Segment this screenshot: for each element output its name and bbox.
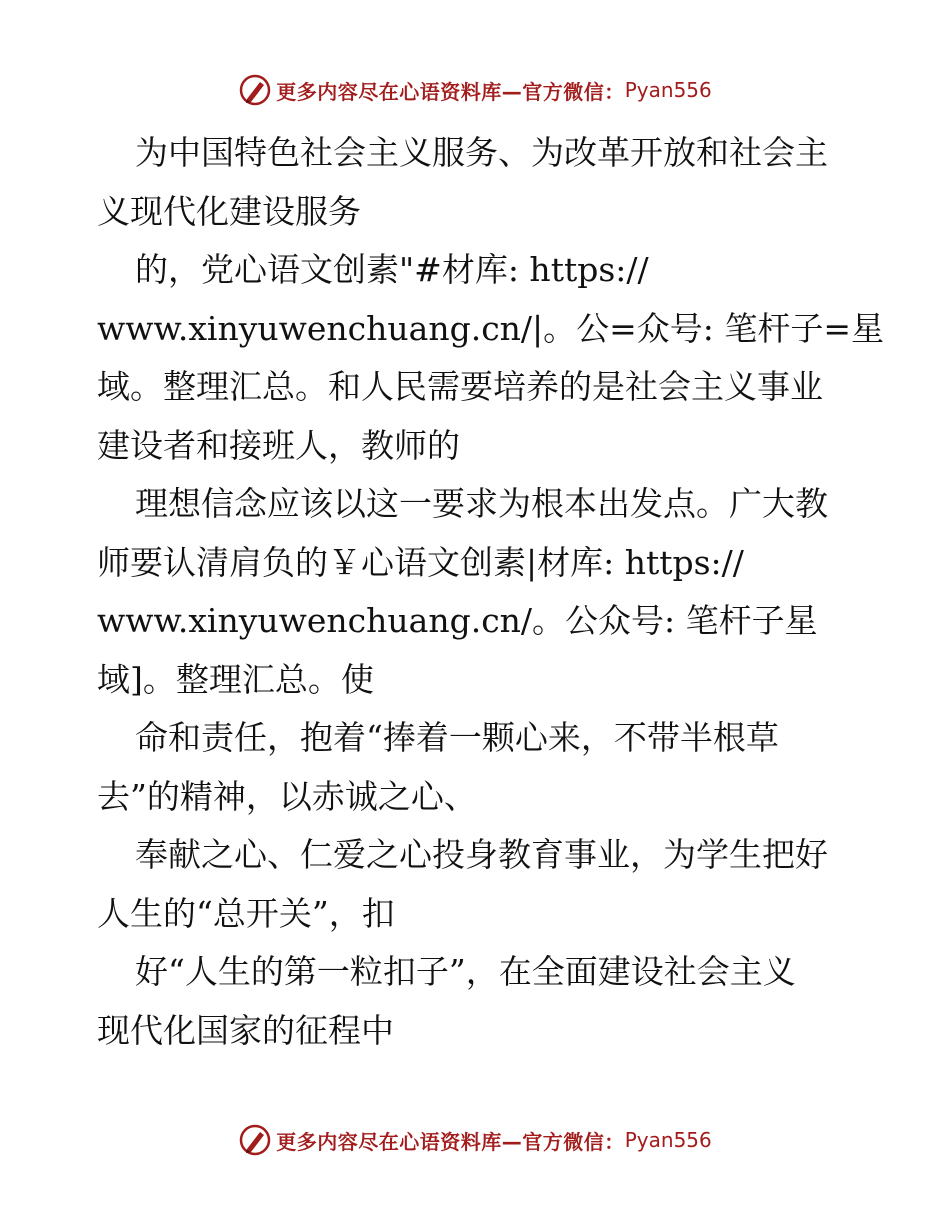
body-line: 建设者和接班人，教师的 xyxy=(97,425,460,465)
body-line: 义现代化建设服务 xyxy=(97,191,361,231)
header-banner-text: 更多内容尽在心语资料库—官方微信： xyxy=(276,79,625,104)
body-line: www.xinyuwenchuang.cn/|。公=众号: 笔杆子=星 xyxy=(97,308,885,348)
body-line: 奉献之心、仁爱之心投身教育事业，为学生把好 xyxy=(135,835,828,874)
footer-banner-text: 更多内容尽在心语资料库—官方微信： xyxy=(276,1129,625,1154)
footer-banner-contact: Pyan556 xyxy=(624,1128,712,1152)
body-line: 人生的“总开关”，扣 xyxy=(97,893,395,933)
footer-banner xyxy=(0,1120,950,1160)
pen-logo-icon xyxy=(238,73,272,107)
body-line: 命和责任，抱着“捧着一颗心来，不带半根草 xyxy=(135,718,779,757)
body-line: 域]。整理汇总。使 xyxy=(97,659,374,699)
body-line: www.xinyuwenchuang.cn/。公众号: 笔杆子星 xyxy=(97,601,818,640)
body-line: 现代化国家的征程中 xyxy=(97,1010,394,1050)
body-line: 的，党心语文创素"#材库: https:// xyxy=(135,250,649,289)
body-line: 去”的精神，以赤诚之心、 xyxy=(97,776,477,816)
header-banner xyxy=(0,70,950,110)
body-line: 好“人生的第一粒扣子”，在全面建设社会主义 xyxy=(135,952,796,991)
body-line: 为中国特色社会主义服务、为改革开放和社会主 xyxy=(135,133,828,172)
document-body xyxy=(97,124,885,1060)
header-banner-contact: Pyan556 xyxy=(624,78,712,102)
body-line: 域。整理汇总。和人民需要培养的是社会主义事业 xyxy=(97,367,823,406)
body-line: 师要认清肩负的￥心语文创素|材库: https:// xyxy=(97,542,744,582)
body-line: 理想信念应该以这一要求为根本出发点。广大教 xyxy=(135,484,828,523)
pen-logo-icon xyxy=(238,1123,272,1157)
